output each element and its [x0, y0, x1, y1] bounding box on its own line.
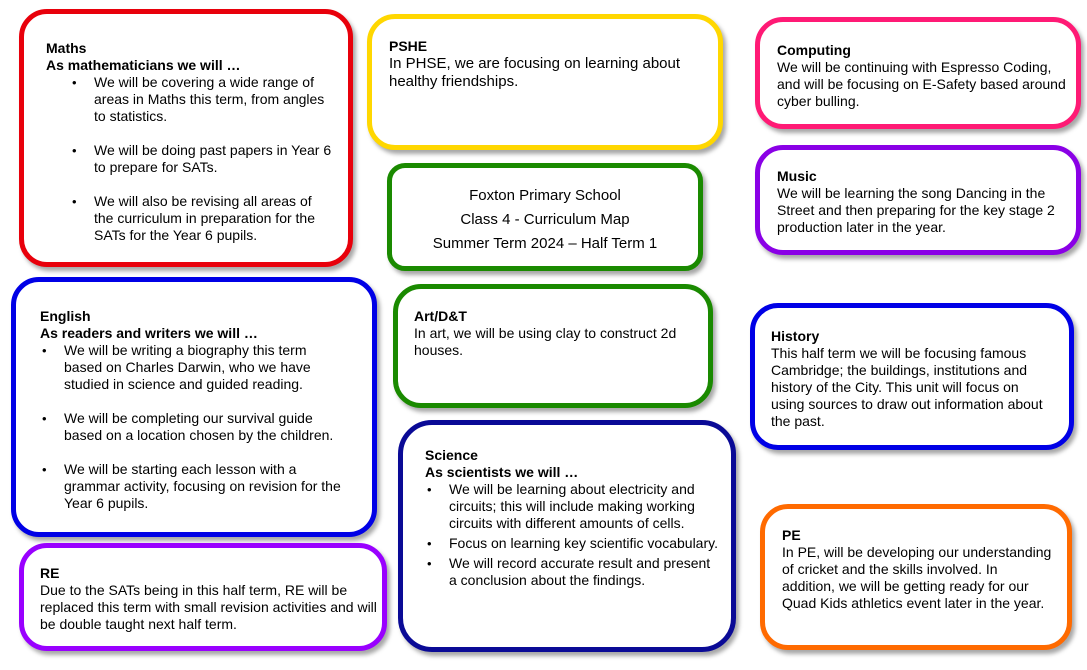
music-heading: Music [777, 168, 817, 184]
english-heading: English [40, 308, 91, 324]
pshe-heading: PSHE [389, 38, 428, 54]
pe-box [760, 504, 1072, 650]
re-heading: RE [40, 565, 60, 581]
list-item: • We will be doing past papers in Year 6 to prepare for SATs. [94, 142, 334, 176]
pshe-box [367, 14, 723, 150]
title-box [387, 163, 703, 271]
computing-box [755, 17, 1081, 129]
english-subheading: As readers and writers we will … [40, 325, 258, 341]
maths-heading: Maths [46, 40, 87, 56]
history-box [750, 303, 1074, 450]
class-name: Class 4 - Curriculum Map [460, 211, 630, 228]
re-box [19, 543, 387, 651]
art-body: In art, we will be using clay to construct 2d houses. [414, 325, 677, 358]
music-box [755, 145, 1081, 255]
list-item: • Focus on learning key scientific vocabulary. [449, 535, 719, 552]
history-heading: History [771, 328, 820, 344]
list-item: • We will record accurate result and present a conclusion about the findings. [449, 555, 719, 589]
science-box [398, 420, 736, 652]
science-heading: Science [425, 447, 478, 463]
science-subheading: As scientists we will … [425, 464, 579, 480]
music-body: We will be learning the song Dancing in the Street and then preparing for the key stage 2 production later in the year. [777, 185, 1055, 235]
maths-box [19, 9, 353, 267]
term-name: Summer Term 2024 – Half Term 1 [432, 235, 658, 252]
computing-heading: Computing [777, 42, 851, 58]
computing-body: We will be continuing with Espresso Coding, and will be focusing on E-Safety based around cyber bulling. [777, 59, 1066, 109]
list-item: • We will be completing our survival guide based on a location chosen by the children. [64, 410, 344, 444]
list-item: • We will also be revising all areas of the curriculum in preparation for the SATs for the Year 6 pupils. [94, 193, 334, 244]
school-name: Foxton Primary School [469, 187, 621, 204]
re-body: Due to the SATs being in this half term, RE will be replaced this term with small revision activities and will be double taught next half term. [40, 582, 377, 632]
art-heading: Art/D&T [414, 308, 467, 324]
list-item: • We will be covering a wide range of areas in Maths this term, from angles to statistics. [94, 74, 334, 125]
maths-subheading: As mathematicians we will … [46, 57, 241, 73]
pshe-body: In PHSE, we are focusing on learning about healthy friendships. [389, 55, 681, 90]
english-box [11, 277, 377, 537]
pe-body: In PE, will be developing our understanding of cricket and the skills involved. In addition, we will be getting ready for our Quad Kids athletics event later in the year. [782, 544, 1052, 611]
pe-heading: PE [782, 527, 801, 543]
list-item: • We will be writing a biography this term based on Charles Darwin, who we have studied in science and guided reading. [64, 342, 344, 393]
list-item: • We will be learning about electricity and circuits; this will include making working circuits with different amounts of cells. [449, 481, 719, 532]
art-box [393, 284, 713, 408]
list-item: • We will be starting each lesson with a grammar activity, focusing on revision for the Year 6 pupils. [64, 461, 344, 512]
history-body: This half term we will be focusing famous Cambridge; the buildings, institutions and history of the City. This unit will focus on using sources to draw out information about the past. [771, 345, 1043, 429]
